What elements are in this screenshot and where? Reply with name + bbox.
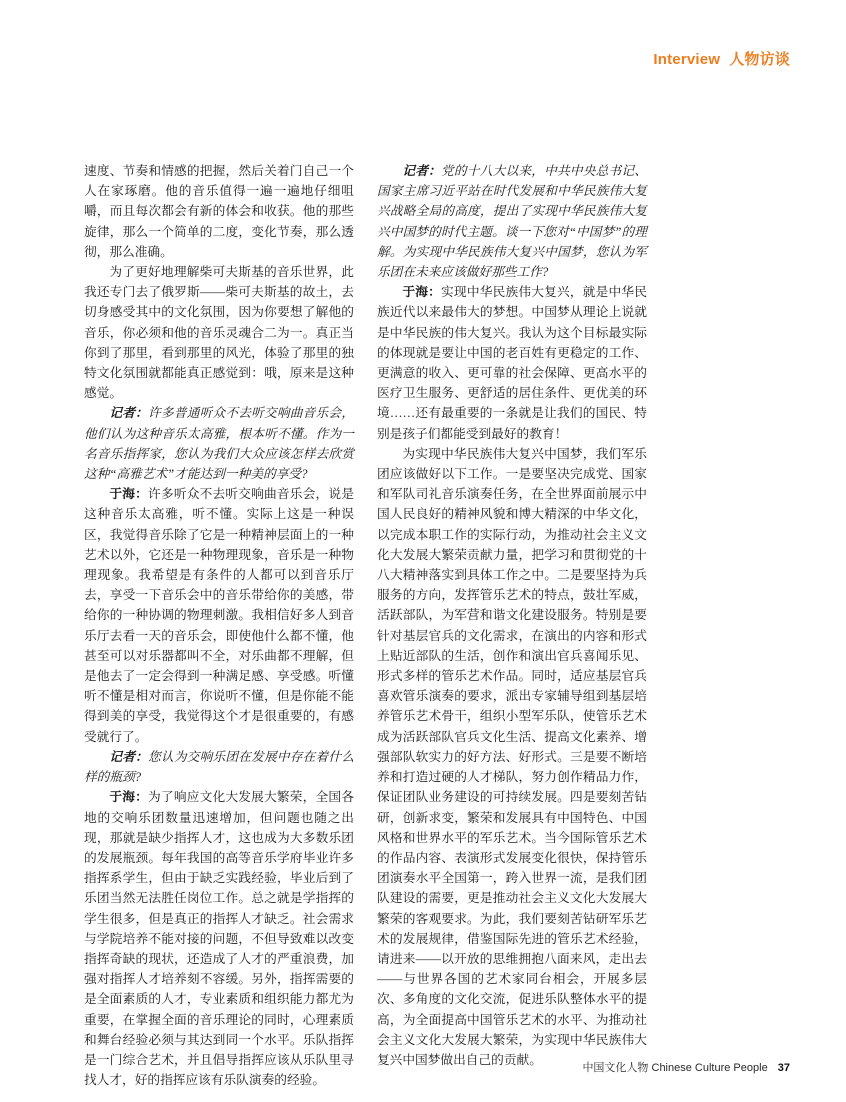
journal-name-zh: 中国文化人物 xyxy=(582,1062,649,1074)
answer-text: 许多听众不去听交响曲音乐会，说是这种音乐太高雅，听不懂。实际上这是一种误区，我觉得音乐除了它是一种精神层面上的一种艺术以外，它还是一种物理现象，音乐是一种物理现象。我希望是有条件的人都可以到音乐厅去，享受一下音乐会中的音乐带给你的美感，带给你的一种协调的物理刺激。我相信好多人到音乐厅去看一天的音乐会，即使他什么都不懂，他甚至可以对乐器都叫不全，对乐曲都不理解，但是他去了一定会得到一种满足感、享受感。听懂听不懂是相对而言，你说听不懂，但是你能不能得到美的享受，我觉得这个才是很重要的，有感受就行了。 xyxy=(84,487,355,744)
answer-paragraph xyxy=(377,444,647,1070)
paragraph xyxy=(84,262,354,403)
question-paragraph xyxy=(84,747,354,787)
answer-paragraph xyxy=(84,484,354,747)
paragraph-continuation xyxy=(84,161,354,262)
section-header xyxy=(653,48,790,69)
paragraph-text: 为了更好地理解柴可夫斯基的音乐世界，此我还专门去了俄罗斯——柴可夫斯基的故土，去切身感受其中的文化氛围，因为你要想了解他的音乐，你必须和他的音乐灵魂合二为一。真正当你到了那里，看到那里的风光，体验了那里的独特文化氛围就都能真正感觉到：哦，原来是这种感觉。 xyxy=(84,265,354,401)
paragraph-text: 速度、节奏和情感的把握，然后关着门自己一个人在家琢磨。他的音乐值得一遍一遍地仔细咀嚼，而且每次都会有新的体会和收获。他的那些旋律，那么一个简单的二度，变化节奏，那么透彻，那么准确。 xyxy=(84,164,354,259)
speaker-label: 于海： xyxy=(109,487,149,502)
speaker-label: 于海： xyxy=(109,790,149,805)
page-footer xyxy=(582,1059,790,1075)
speaker-label: 记者： xyxy=(109,406,149,421)
journal-name-en: Chinese Culture People xyxy=(651,1062,768,1074)
answer-text: 为了响应文化大发展大繁荣，全国各地的交响乐团数量迅速增加，但问题也随之出现，那就是缺少指挥人才，这也成为大多数乐团的发展瓶颈。每年我国的高等音乐学府毕业许多指挥系学生，但由于缺乏实践经验，毕业后到了乐团当然无法胜任岗位工作。总之就是学指挥的学生很多，但是真正的指挥人才缺乏。社会需求与学院培养不能对接的问题，不但导致难以改变指挥奇缺的现状，还造成了人才的严重浪费，加强对指挥人才培养刻不容缓。另外，指挥需要的是全面素质的人才，专业素质和组织能力都尤为重要，在掌握全面的音乐理论的同时，心理素质和舞台经验必须与其达到同一个水平。乐队指挥是一门综合艺术，并且倡导指挥应该从乐队里寻找人才，好的指挥应该有乐队演奏的经验。 xyxy=(84,790,355,1088)
section-label-zh: 人物访谈 xyxy=(729,51,790,68)
answer-paragraph xyxy=(84,787,354,1090)
left-column xyxy=(84,161,354,1090)
answer-text: 为实现中华民族伟大复兴中国梦，我们军乐团应该做好以下工作。一是要坚决完成党、国家和军队司礼音乐演奏任务，在全世界面前展示中国人民良好的精神风貌和博大精深的中华文化，以完成本职工作的实际行动，为推动社会主义文化大发展大繁荣贡献力量，把学习和贯彻党的十八大精神落实到具体工作之中。二是要坚持为兵服务的方向，发挥管乐艺术的特点，鼓壮军威，活跃部队，为军营和谐文化建设服务。特别是要针对基层官兵的文化需求，在演出的内容和形式上贴近部队的生活，创作和演出官兵喜闻乐见、形式多样的管乐艺术作品。同时，适应基层官兵喜欢管乐演奏的要求，派出专家辅导组到基层培养管乐艺术骨干，组织小型军乐队，使管乐艺术成为活跃部队官兵文化生活、提高文化素养、增强部队软实力的好方法、好形式。三是要不断培养和打造过硬的人才梯队，努力创作精品力作，保证团队业务建设的可持续发展。四是要刻苦钻研，创新求变，繁荣和发展具有中国特色、中国风格和世界水平的军乐艺术。当今国际管乐艺术的作品内容、表演形式发展变化很快，保持管乐团演奏水平全国第一，跨入世界一流，是我们团队建设的需要，更是推动社会主义文化大发展大繁荣的客观要求。为此，我们要刻苦钻研军乐艺术的发展规律，借鉴国际先进的管乐艺术经验，请进来——以开放的思维拥抱八面来风，走出去——与世界各国的艺术家同台相会，开展多层次、多角度的文化交流，促进乐队整体水平的提高，为全面提高中国管乐艺术的水平、为推动社会主义文化大发展大繁荣，为实现中华民族伟大复兴中国梦做出自己的贡献。 xyxy=(377,446,647,1067)
question-text: 您认为交响乐团在发展中存在着什么样的瓶颈? xyxy=(84,749,355,785)
speaker-label: 记者： xyxy=(109,749,149,764)
article-body xyxy=(84,161,647,1090)
page-number: 37 xyxy=(777,1062,790,1074)
question-text: 党的十八大以来，中共中央总书记、国家主席习近平站在时代发展和中华民族伟大复兴战略全局的高度，提出了实现中华民族伟大复兴中国梦的时代主题。谈一下您对“中国梦”的理解。为实现中华民族伟大复兴中国梦，您认为军乐团在未来应该做好那些工作? xyxy=(377,164,648,280)
section-label-en: Interview xyxy=(653,51,721,68)
speaker-label: 于海： xyxy=(402,285,442,300)
speaker-label: 记者： xyxy=(402,164,442,178)
question-paragraph xyxy=(377,161,647,282)
answer-text: 实现中华民族伟大复兴，就是中华民族近代以来最伟大的梦想。中国梦从理论上说就是中华民族的伟大复兴。我认为这个目标最实际的体现就是要让中国的老百姓有更稳定的工作、更满意的收入、更可靠的社会保障、更高水平的医疗卫生服务、更舒适的居住条件、更优美的环境……还有最重要的一条就是让我们的国民、特别是孩子们都能受到最好的教育！ xyxy=(377,285,648,441)
question-text: 许多普通听众不去听交响曲音乐会，他们认为这种音乐太高雅，根本听不懂。作为一名音乐指挥家，您认为我们大众应该怎样去欣赏这种“高雅艺术”才能达到一种美的享受? xyxy=(84,406,355,482)
right-column xyxy=(377,161,647,1090)
question-paragraph xyxy=(84,403,354,484)
answer-paragraph xyxy=(377,282,647,444)
